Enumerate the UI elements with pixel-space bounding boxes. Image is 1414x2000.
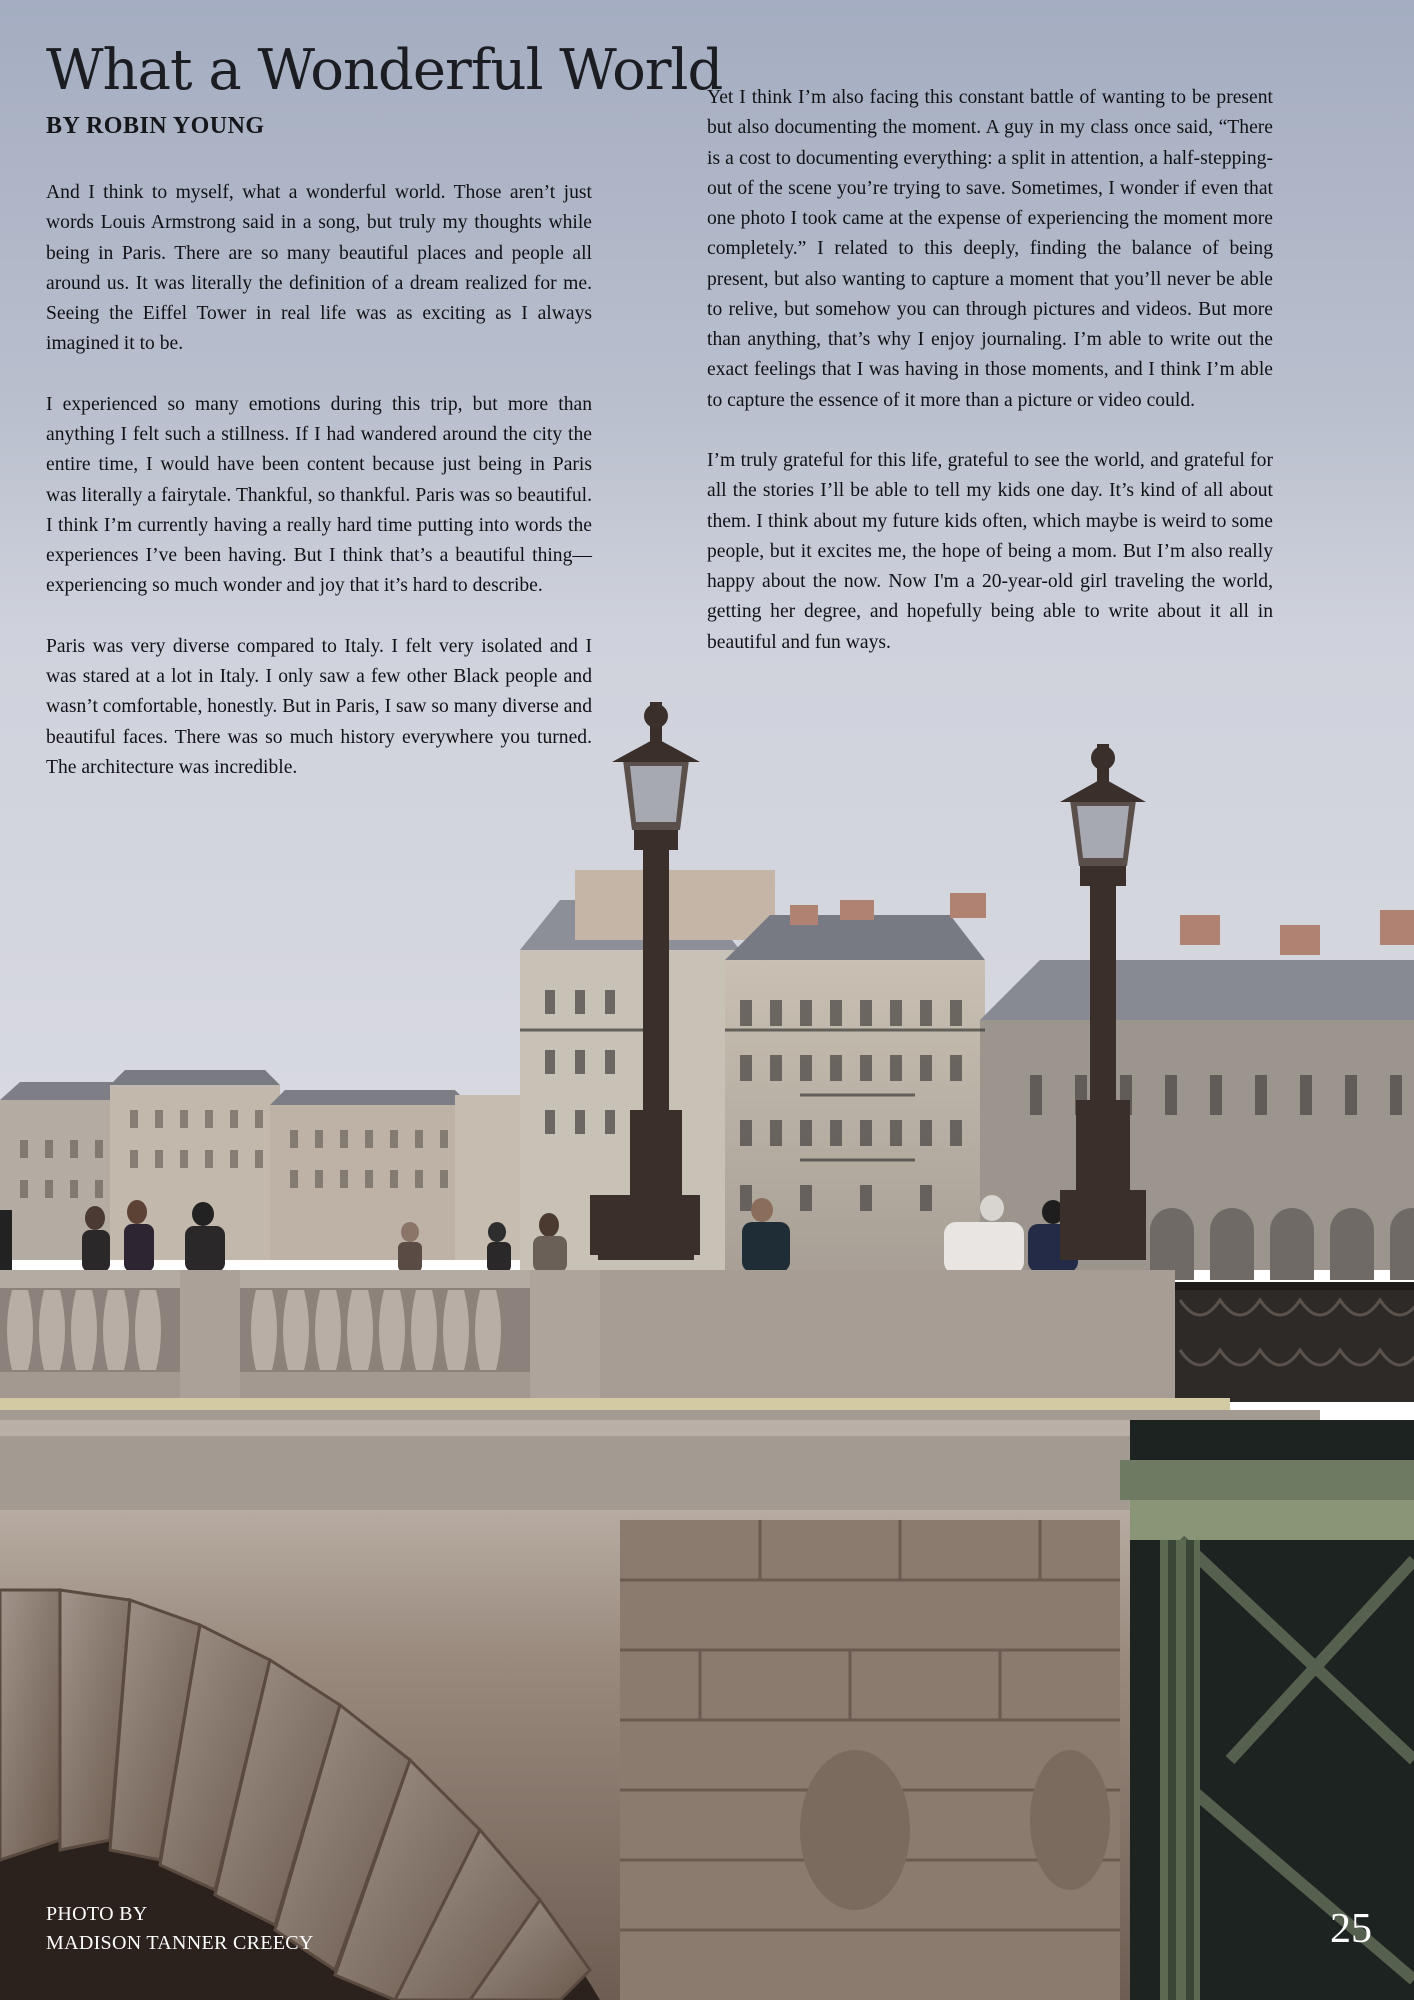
paragraph: Paris was very diverse compared to Italy. I felt very isolated and I was stared at a lot in Italy. I only saw a few other Black people and wasn’t comfortable, honestly. But in Paris, I saw so many diverse and beautiful faces. There was so much history everywhere you turned. The architecture was incredible. bbox=[46, 635, 592, 778]
balustrade bbox=[0, 1270, 1230, 1412]
distant-buildings bbox=[0, 1070, 525, 1260]
photographer-name: MADISON TANNER CREECY bbox=[46, 1932, 314, 1954]
left-column bbox=[46, 178, 592, 813]
photo-credit bbox=[46, 1900, 314, 1958]
paragraph: And I think to myself, what a wonderful world. Those aren’t just words Louis Armstrong said in a song, but truly my thoughts while being in Paris. There are so many beautiful places and people all around us. It was literally the definition of a dream realized for me. Seeing the Eiffel Tower in real life was as exciting as I always imagined it to be. bbox=[46, 182, 592, 355]
article-title: What a Wonderful World bbox=[46, 38, 723, 103]
right-column bbox=[707, 83, 1273, 688]
photo-credit-label: PHOTO BY bbox=[46, 1903, 148, 1925]
page-number: 25 bbox=[1330, 1906, 1372, 1952]
byline: BY ROBIN YOUNG bbox=[46, 113, 265, 139]
iron-railing bbox=[1168, 1282, 1414, 1402]
paragraph: I experienced so many emotions during this trip, but more than anything I felt such a stillness. If I had wandered around the city the entire time, I would have been content because just being in Paris was literally a fairytale. Thankful, so thankful. Paris was so beautiful. I think I’m currently having a really hard time putting into words the experiences I’ve been having. But I think that’s a beautiful thing—experiencing so much wonder and joy that it’s hard to describe. bbox=[46, 393, 592, 597]
paragraph: Yet I think I’m also facing this constant battle of wanting to be present but also documenting the moment. A guy in my class once said, “There is a cost to documenting everything: a split in attention, a half-stepping-out of the scene you’re trying to save. Sometimes, I wonder if even that one photo I took came at the expense of experiencing the moment more completely.” I related to this deeply, finding the balance of being present, but also wanting to capture a moment that you’ll never be able to relive, but somehow you can through pictures and videos. But more than anything, that’s why I enjoy journaling. I’m able to write out the exact feelings that I was having in those moments, and I think I’m able to capture the essence of it more than a picture or video could. bbox=[707, 87, 1273, 411]
paragraph: I’m truly grateful for this life, grateful to see the world, and grateful for all the stories I’ll be able to tell my kids one day. It’s kind of all about them. I think about my future kids often, which maybe is weird to some people, but it excites me, the hope of being a mom. But I’m also really happy about the now. Now I'm a 20-year-old girl traveling the world, getting her degree, and hopefully being able to write about it all in beautiful and fun ways. bbox=[707, 450, 1273, 653]
